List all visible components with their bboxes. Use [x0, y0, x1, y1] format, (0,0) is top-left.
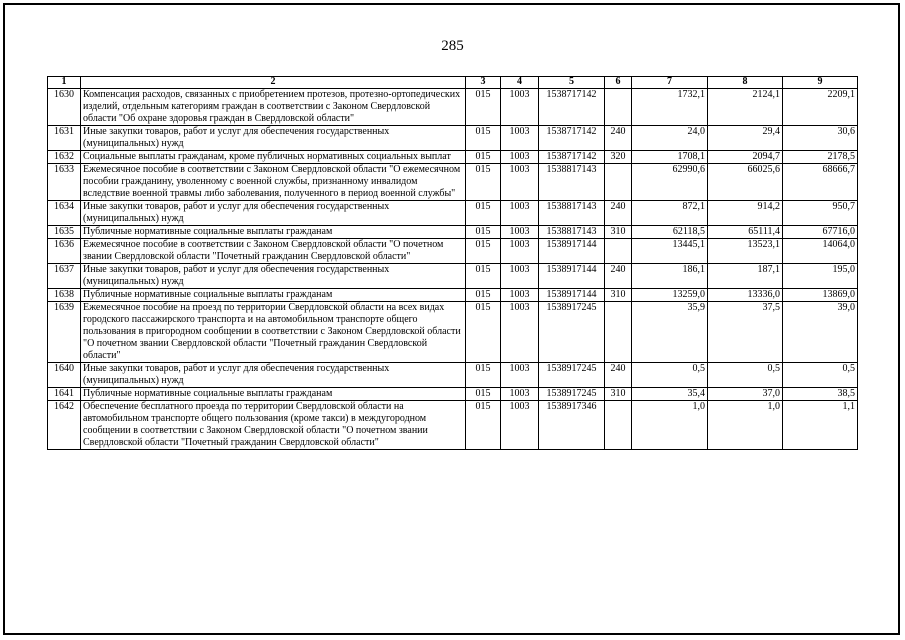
amount-col9: 2209,1 — [783, 89, 858, 126]
row-number: 1633 — [48, 164, 81, 201]
amount-col8: 2094,7 — [708, 151, 783, 164]
column-header: 3 — [466, 77, 501, 89]
column-header: 9 — [783, 77, 858, 89]
code-col5: 1538917245 — [539, 363, 605, 388]
amount-col7: 1,0 — [632, 401, 708, 450]
code-col3: 015 — [466, 388, 501, 401]
row-number: 1641 — [48, 388, 81, 401]
amount-col9: 13869,0 — [783, 289, 858, 302]
table-row — [48, 89, 858, 126]
code-col4: 1003 — [501, 264, 539, 289]
table-row — [48, 388, 858, 401]
amount-col9: 30,6 — [783, 126, 858, 151]
row-description: Иные закупки товаров, работ и услуг для обеспечения государственных (муниципальных) нужд — [81, 264, 466, 289]
row-number: 1639 — [48, 302, 81, 363]
amount-col8: 1,0 — [708, 401, 783, 450]
code-col6: 240 — [605, 363, 632, 388]
amount-col7: 62118,5 — [632, 226, 708, 239]
amount-col7: 1732,1 — [632, 89, 708, 126]
code-col6 — [605, 401, 632, 450]
amount-col7: 13259,0 — [632, 289, 708, 302]
amount-col8: 66025,6 — [708, 164, 783, 201]
code-col6: 310 — [605, 226, 632, 239]
row-number: 1634 — [48, 201, 81, 226]
column-header: 8 — [708, 77, 783, 89]
row-description: Иные закупки товаров, работ и услуг для обеспечения государственных (муниципальных) нужд — [81, 363, 466, 388]
code-col4: 1003 — [501, 401, 539, 450]
table-row — [48, 239, 858, 264]
row-description: Компенсация расходов, связанных с приобретением протезов, протезно-ортопедических изделий, отдельным категориям граждан в соответствии с Законом Свердловской области "Об охране здоровья граждан в Свердловской области" — [81, 89, 466, 126]
amount-col7: 35,9 — [632, 302, 708, 363]
row-number: 1635 — [48, 226, 81, 239]
row-description: Ежемесячное пособие на проезд по территории Свердловской области на всех видах городского пассажирского транспорта и на автомобильном транспорте общего пользования в пригородном сообщении в соответствии с Законом Свердловской области "О почетном звании Свердловской области "Почетный гражданин Свердловской области" — [81, 302, 466, 363]
table-row — [48, 151, 858, 164]
code-col4: 1003 — [501, 201, 539, 226]
amount-col9: 39,0 — [783, 302, 858, 363]
code-col6 — [605, 239, 632, 264]
table-row — [48, 401, 858, 450]
amount-col8: 914,2 — [708, 201, 783, 226]
code-col4: 1003 — [501, 239, 539, 264]
code-col3: 015 — [466, 164, 501, 201]
row-description: Публичные нормативные социальные выплаты гражданам — [81, 289, 466, 302]
budget-table — [47, 76, 858, 450]
row-number: 1636 — [48, 239, 81, 264]
row-description: Обеспечение бесплатного проезда по территории Свердловской области на автомобильном транспорте общего пользования (кроме такси) в междугородном сообщении в соответствии с Законом Свердловской области "О почетном звании Свердловской области "Почетный гражданин Свердловской области" — [81, 401, 466, 450]
code-col5: 1538717142 — [539, 126, 605, 151]
code-col6 — [605, 89, 632, 126]
code-col6 — [605, 302, 632, 363]
amount-col8: 13336,0 — [708, 289, 783, 302]
code-col5: 1538717142 — [539, 89, 605, 126]
row-number: 1640 — [48, 363, 81, 388]
code-col3: 015 — [466, 363, 501, 388]
code-col4: 1003 — [501, 151, 539, 164]
code-col6: 240 — [605, 264, 632, 289]
column-header: 6 — [605, 77, 632, 89]
amount-col9: 0,5 — [783, 363, 858, 388]
row-description: Иные закупки товаров, работ и услуг для обеспечения государственных (муниципальных) нужд — [81, 201, 466, 226]
code-col5: 1538817143 — [539, 226, 605, 239]
amount-col7: 35,4 — [632, 388, 708, 401]
column-header: 4 — [501, 77, 539, 89]
table-row — [48, 201, 858, 226]
amount-col8: 187,1 — [708, 264, 783, 289]
code-col4: 1003 — [501, 226, 539, 239]
amount-col9: 195,0 — [783, 264, 858, 289]
amount-col9: 950,7 — [783, 201, 858, 226]
code-col5: 1538917245 — [539, 388, 605, 401]
code-col4: 1003 — [501, 126, 539, 151]
code-col3: 015 — [466, 302, 501, 363]
code-col5: 1538817143 — [539, 164, 605, 201]
amount-col7: 24,0 — [632, 126, 708, 151]
row-description: Иные закупки товаров, работ и услуг для обеспечения государственных (муниципальных) нужд — [81, 126, 466, 151]
table-body — [48, 89, 858, 450]
amount-col7: 186,1 — [632, 264, 708, 289]
code-col3: 015 — [466, 226, 501, 239]
code-col6: 310 — [605, 289, 632, 302]
amount-col9: 14064,0 — [783, 239, 858, 264]
amount-col7: 62990,6 — [632, 164, 708, 201]
code-col3: 015 — [466, 401, 501, 450]
header-row — [48, 77, 858, 89]
code-col3: 015 — [466, 126, 501, 151]
amount-col9: 2178,5 — [783, 151, 858, 164]
code-col3: 015 — [466, 201, 501, 226]
code-col6: 320 — [605, 151, 632, 164]
amount-col9: 1,1 — [783, 401, 858, 450]
amount-col8: 37,5 — [708, 302, 783, 363]
code-col6: 240 — [605, 126, 632, 151]
row-description: Социальные выплаты гражданам, кроме публичных нормативных социальных выплат — [81, 151, 466, 164]
code-col3: 015 — [466, 89, 501, 126]
code-col6: 240 — [605, 201, 632, 226]
code-col5: 1538917144 — [539, 239, 605, 264]
row-description: Ежемесячное пособие в соответствии с Законом Свердловской области "О ежемесячном пособии гражданину, уволенному с военной службы, признанному инвалидом вследствие военной травмы либо заболевания, полученного в период военной службы" — [81, 164, 466, 201]
code-col5: 1538817143 — [539, 201, 605, 226]
amount-col8: 0,5 — [708, 363, 783, 388]
code-col4: 1003 — [501, 164, 539, 201]
row-number: 1631 — [48, 126, 81, 151]
amount-col8: 37,0 — [708, 388, 783, 401]
column-header: 7 — [632, 77, 708, 89]
row-number: 1638 — [48, 289, 81, 302]
amount-col7: 13445,1 — [632, 239, 708, 264]
code-col4: 1003 — [501, 89, 539, 126]
table-row — [48, 126, 858, 151]
table-row — [48, 164, 858, 201]
code-col4: 1003 — [501, 363, 539, 388]
amount-col9: 67716,0 — [783, 226, 858, 239]
table-row — [48, 226, 858, 239]
code-col3: 015 — [466, 151, 501, 164]
amount-col8: 29,4 — [708, 126, 783, 151]
code-col5: 1538917144 — [539, 289, 605, 302]
row-number: 1637 — [48, 264, 81, 289]
amount-col7: 1708,1 — [632, 151, 708, 164]
code-col5: 1538717142 — [539, 151, 605, 164]
code-col4: 1003 — [501, 302, 539, 363]
column-header: 5 — [539, 77, 605, 89]
code-col6 — [605, 164, 632, 201]
column-header: 2 — [81, 77, 466, 89]
column-header: 1 — [48, 77, 81, 89]
row-number: 1642 — [48, 401, 81, 450]
code-col5: 1538917245 — [539, 302, 605, 363]
code-col5: 1538917144 — [539, 264, 605, 289]
amount-col7: 872,1 — [632, 201, 708, 226]
row-description: Ежемесячное пособие в соответствии с Законом Свердловской области "О почетном звании Свердловской области "Почетный гражданин Свердловской области" — [81, 239, 466, 264]
row-number: 1632 — [48, 151, 81, 164]
amount-col8: 65111,4 — [708, 226, 783, 239]
amount-col8: 13523,1 — [708, 239, 783, 264]
amount-col9: 38,5 — [783, 388, 858, 401]
row-description: Публичные нормативные социальные выплаты гражданам — [81, 226, 466, 239]
code-col3: 015 — [466, 239, 501, 264]
code-col6: 310 — [605, 388, 632, 401]
table-row — [48, 363, 858, 388]
code-col3: 015 — [466, 264, 501, 289]
page-number: 285 — [441, 38, 464, 54]
amount-col8: 2124,1 — [708, 89, 783, 126]
table-row — [48, 264, 858, 289]
code-col4: 1003 — [501, 289, 539, 302]
code-col3: 015 — [466, 289, 501, 302]
amount-col9: 68666,7 — [783, 164, 858, 201]
row-description: Публичные нормативные социальные выплаты гражданам — [81, 388, 466, 401]
table-row — [48, 302, 858, 363]
row-number: 1630 — [48, 89, 81, 126]
code-col5: 1538917346 — [539, 401, 605, 450]
amount-col7: 0,5 — [632, 363, 708, 388]
code-col4: 1003 — [501, 388, 539, 401]
table-row — [48, 289, 858, 302]
